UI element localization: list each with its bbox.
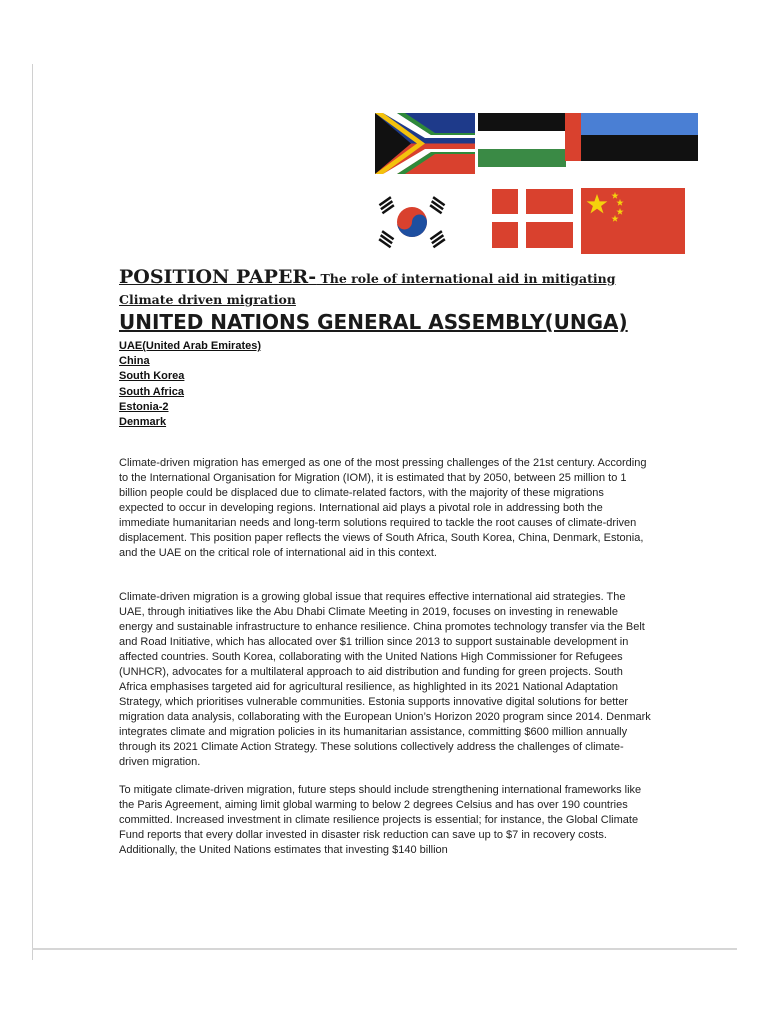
palestine-flag-icon — [478, 113, 566, 167]
china-flag-icon — [581, 188, 685, 254]
introduction-paragraph: Climate-driven migration has emerged as one of the most pressing challenges of the 21st century. According to the International Organisation for Migration (IOM), it is estimated that by 2050, between 25 million to 1 billion people could be displaced due to climate-related factors, with the majority of these migrations expected to occur in developing regions. International aid plays a pivotal role in addressing both the immediate humanitarian needs and long-term solutions required to tackle the root causes of climate-driven displacement. This position paper reflects the views of South Africa, South Korea, China, Denmark, Estonia, and the UAE on the critical role of international aid in this context. — [119, 457, 647, 559]
country-item: Estonia-2 — [119, 400, 169, 413]
estonia-flag-icon — [565, 113, 698, 161]
future-steps-paragraph: To mitigate climate-driven migration, future steps should include strengthening international frameworks like the Paris Agreement, aiming limit global warming to below 2 degrees Celsius and has over 190 countries committed. Increased investment in climate resilience projects is essential; for instance, the Global Climate Fund reports that every dollar invested in disaster risk reduction can save up to $7 in recovery costs. Additionally, the United Nations estimates that investing $140 billion — [119, 784, 642, 856]
country-list — [119, 339, 261, 430]
paper-title-subject: The role of international aid in mitigating — [316, 271, 616, 286]
country-item: China — [119, 355, 150, 368]
page-left-border — [32, 64, 33, 960]
page-bottom-border — [32, 948, 737, 950]
paper-title-main: POSITION PAPER- — [119, 266, 317, 288]
south-korea-flag-icon — [372, 192, 452, 252]
country-item: UAE(United Arab Emirates) — [119, 340, 262, 352]
strategies-paragraph: Climate-driven migration is a growing global issue that requires effective international aid strategies. The UAE, through initiatives like the Abu Dhabi Climate Meeting in 2019, focuses on investing in renewable energy and sustainable infrastructure to enhance resilience. China promotes technology transfer via the Belt and Road Initiative, which has allocated over $1 trillion since 2013 to support sustainable development in affected countries. South Korea, collaborating with the United Nations High Commissioner for Refugees (UNHCR), advocates for a multilateral approach to aid distribution and funding for green projects. South Africa emphasises targeted aid for agricultural resilience, as highlighted in its 2021 National Adaptation Strategy, which prioritises vulnerable communities. Estonia supports innovative digital solutions for better migration data analysis, collaborating with the European Union’s Horizon 2020 program since 2014. Denmark integrates climate and migration policies in its humanitarian assistance, committing $600 million annually through its 2021 Climate Action Strategy. These solutions collectively address the challenges of climate-driven migration. — [119, 591, 651, 768]
paper-title-subject-continued: Climate driven migration — [119, 292, 296, 307]
denmark-flag-icon — [492, 189, 573, 248]
committee-heading: UNITED NATIONS GENERAL ASSEMBLY(UNGA) — [119, 310, 628, 334]
paper-title — [119, 266, 679, 288]
south-africa-flag-icon — [375, 113, 475, 174]
country-item: South Africa — [119, 385, 184, 398]
country-item: Denmark — [119, 416, 167, 429]
country-item: South Korea — [119, 370, 185, 383]
